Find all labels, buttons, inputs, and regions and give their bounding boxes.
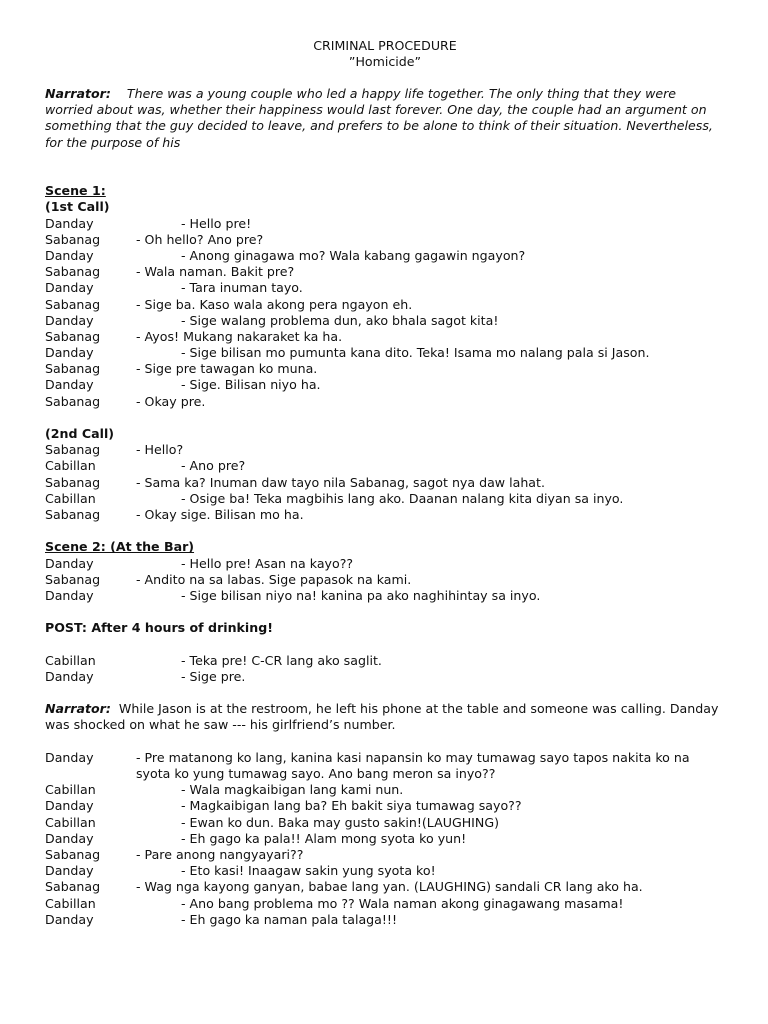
document-page	[45, 38, 725, 928]
scene-2-heading: Scene 2: (At the Bar)	[45, 539, 195, 555]
speaker-name: Danday	[45, 863, 94, 879]
dialogue-text: - Sige. Bilisan niyo ha.	[181, 377, 321, 393]
dialogue-text: - Hello pre! Asan na kayo??	[181, 555, 354, 571]
dialogue-text: - Sige bilisan niyo na! kanina pa ako naghihintay sa inyo.	[181, 587, 541, 603]
dialogue-text: - Sige bilisan mo pumunta kana dito. Teka! Isama mo nalang pala si Jason.	[181, 345, 650, 361]
dialogue-text: - Hello?	[136, 442, 184, 458]
dialogue-line	[45, 491, 725, 507]
narration-text: While Jason is at the restroom, he left his phone at the table and someone was calling. Danday was shocked on what he saw --- his girlfriend’s number.	[45, 701, 719, 733]
dialogue-text: - Ano pre?	[181, 458, 246, 474]
post-heading: POST: After 4 hours of drinking!	[45, 620, 273, 636]
dialogue-line	[45, 556, 725, 572]
dialogue-text: - Wala naman. Bakit pre?	[136, 264, 295, 280]
dialogue-text: - Ayos! Mukang nakaraket ka ha.	[136, 328, 343, 344]
dialogue-text: - Ewan ko dun. Baka may gusto sakin!(LAUGHING)	[181, 814, 499, 830]
speaker-name: Sabanag	[45, 442, 101, 458]
speaker-name: Danday	[45, 911, 94, 927]
speaker-name: Danday	[45, 798, 94, 814]
dialogue-line	[45, 847, 725, 863]
dialogue-line	[45, 232, 725, 248]
speaker-name: Danday	[45, 668, 94, 684]
dialogue-text: - Eto kasi! Inaagaw sakin yung syota ko!	[181, 863, 436, 879]
dialogue-text: - Sige pre.	[181, 668, 246, 684]
speaker-name: Sabanag	[45, 507, 101, 522]
dialogue-text: - Pare anong nangyayari??	[136, 847, 304, 863]
dialogue-text: - Pre matanong ko lang, kanina kasi napansin ko may tumawag sayo tapos nakita ko na syota ko yung tumawag sayo. Ano bang meron sa inyo??	[136, 749, 690, 782]
dialogue-line	[45, 475, 725, 491]
speaker-name: Danday	[45, 312, 94, 328]
scene-1-heading: Scene 1:	[45, 183, 106, 199]
dialogue-line	[45, 879, 725, 895]
dialogue-line	[45, 345, 725, 361]
speaker-name: Sabanag	[45, 296, 101, 312]
dialogue-line	[45, 264, 725, 280]
speaker-name: Cabillan	[45, 652, 96, 668]
speaker-name: Cabillan	[45, 814, 96, 830]
dialogue-text: - Ano bang problema mo ?? Wala naman akong ginagawang masama!	[181, 895, 624, 911]
second-call-heading: (2nd Call)	[45, 426, 115, 442]
speaker-name: Sabanag	[45, 264, 101, 280]
dialogue-text: - Sige pre tawagan ko muna.	[136, 361, 318, 377]
scene-1-dialogue	[45, 216, 725, 410]
speaker-name: Danday	[45, 587, 94, 603]
speaker-name: Danday	[45, 830, 94, 846]
speaker-name: Sabanag	[45, 328, 101, 344]
speaker-name: Sabanag	[45, 231, 101, 247]
dialogue-text: - Teka pre! C-CR lang ako saglit.	[181, 652, 382, 668]
dialogue-line	[45, 815, 725, 831]
dialogue-line	[45, 863, 725, 879]
dialogue-text: - Oh hello? Ano pre?	[136, 231, 264, 247]
dialogue-line	[45, 669, 725, 685]
dialogue-line	[45, 394, 725, 410]
narration-text: There was a young couple who led a happy life together. The only thing that they were worried about was, whether their happiness would last forever. One day, the couple had an argument on something that the guy decided to leave, and prefers to be alone to think of their situation. Nevertheless, for the purpose of his	[45, 86, 713, 150]
dialogue-line	[45, 572, 725, 588]
dialogue-line	[45, 798, 725, 814]
intro-narration	[45, 86, 725, 151]
dialogue-line	[45, 588, 725, 604]
dialogue-text: - Tara inuman tayo.	[181, 280, 303, 296]
speaker-name: Danday	[45, 377, 94, 393]
dialogue-text: - Magkaibigan lang ba? Eh bakit siya tumawag sayo??	[181, 798, 522, 814]
scene-2-dialogue	[45, 556, 725, 605]
speaker-name: Sabanag	[45, 474, 101, 490]
dialogue-text: - Sige walang problema dun, ako bhala sagot kita!	[181, 312, 499, 328]
dialogue-text: - Sige ba. Kaso wala akong pera ngayon eh.	[136, 296, 413, 312]
speaker-name: Danday	[45, 280, 94, 296]
document-title: CRIMINAL PROCEDURE	[313, 38, 457, 53]
second-call-dialogue	[45, 442, 725, 523]
speaker-name: Sabanag	[45, 571, 101, 587]
dialogue-text: - Wala magkaibigan lang kami nun.	[181, 782, 404, 798]
dialogue-line	[45, 361, 725, 377]
dialogue-text: - Okay pre.	[136, 393, 206, 409]
speaker-name: Danday	[45, 555, 94, 571]
dialogue-text: - Wag nga kayong ganyan, babae lang yan. (LAUGHING) sandali CR lang ako ha.	[136, 879, 643, 895]
dialogue-text: - Hello pre!	[181, 215, 252, 231]
speaker-name: Cabillan	[45, 458, 96, 474]
dialogue-line	[45, 329, 725, 345]
dialogue-text: - Anong ginagawa mo? Wala kabang gagawin ngayon?	[181, 247, 526, 263]
first-call-heading: (1st Call)	[45, 199, 110, 215]
second-narration	[45, 701, 725, 733]
dialogue-line	[45, 912, 725, 928]
dialogue-text: - Eh gago ka pala!! Alam mong syota ko yun!	[181, 830, 467, 846]
dialogue-text: - Osige ba! Teka magbihis lang ako. Daanan nalang kita diyan sa inyo.	[181, 490, 624, 506]
dialogue-text: - Sama ka? Inuman daw tayo nila Sabanag, sagot nya daw lahat.	[136, 474, 545, 490]
speaker-name: Danday	[45, 247, 94, 263]
speaker-name: Danday	[45, 345, 94, 361]
dialogue-line	[45, 313, 725, 329]
dialogue-line	[45, 750, 725, 782]
speaker-name: Cabillan	[45, 895, 96, 911]
dialogue-line	[45, 896, 725, 912]
speaker-name: Sabanag	[45, 361, 101, 377]
dialogue-line	[45, 216, 725, 232]
narrator-label: Narrator:	[45, 701, 111, 717]
speaker-name: Sabanag	[45, 847, 101, 863]
dialogue-line	[45, 280, 725, 296]
dialogue-text: - Okay sige. Bilisan mo ha.	[136, 507, 304, 522]
speaker-name: Sabanag	[45, 879, 101, 895]
dialogue-line	[45, 507, 725, 523]
dialogue-line	[45, 831, 725, 847]
dialogue-line	[45, 377, 725, 393]
speaker-name: Cabillan	[45, 490, 96, 506]
dialogue-line	[45, 248, 725, 264]
dialogue-line	[45, 458, 725, 474]
dialogue-line	[45, 653, 725, 669]
narrator-label: Narrator:	[45, 86, 111, 101]
speaker-name: Danday	[45, 749, 94, 765]
dialogue-text: - Andito na sa labas. Sige papasok na kami.	[136, 571, 412, 587]
document-subtitle: ”Homicide”	[348, 54, 422, 69]
dialogue-line	[45, 297, 725, 313]
speaker-name: Cabillan	[45, 782, 96, 798]
speaker-name: Sabanag	[45, 393, 101, 409]
post-dialogue	[45, 653, 725, 685]
speaker-name: Danday	[45, 215, 94, 231]
scene-3-dialogue	[45, 750, 725, 928]
dialogue-line	[45, 782, 725, 798]
dialogue-text: - Eh gago ka naman pala talaga!!!	[181, 911, 398, 927]
dialogue-line	[45, 442, 725, 458]
